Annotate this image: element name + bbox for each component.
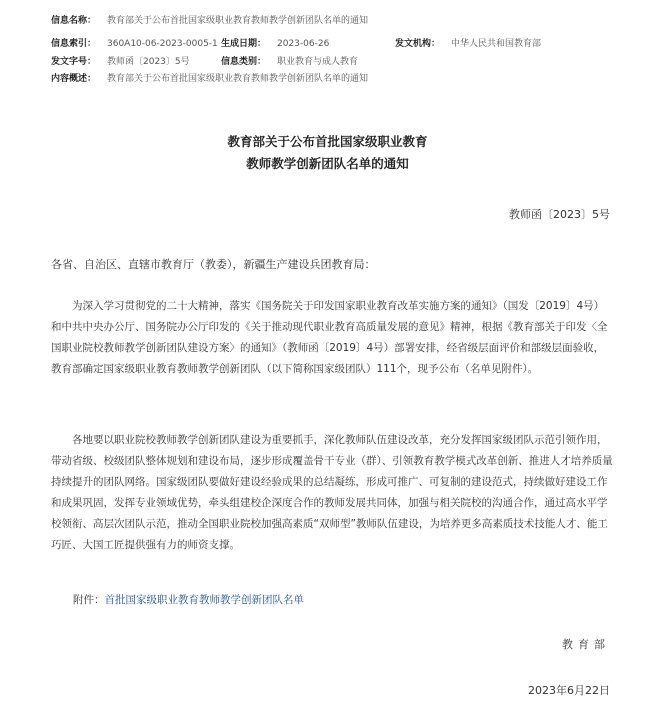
meta-summary-value: 教育部关于公布首批国家级职业教育教师教学创新团队名单的通知	[107, 74, 369, 84]
meta-name-label: 信息名称：	[51, 16, 97, 26]
signature: 教育部	[562, 638, 610, 651]
meta-docnum-label: 发文字号：	[51, 57, 97, 67]
issue-date: 2023年6月22日	[528, 684, 610, 697]
attachment	[73, 592, 304, 607]
meta-docnum-value: 教师函〔2023〕5号	[107, 57, 190, 67]
meta-category-value: 职业教育与成人教育	[277, 57, 359, 67]
page-title-line2: 教师教学创新团队名单的通知	[246, 156, 409, 171]
meta-index-value: 360A10-06-2023-0005-1	[107, 39, 218, 49]
meta-agency-value: 中华人民共和国教育部	[451, 39, 542, 49]
meta-name-value: 教育部关于公布首批国家级职业教育教师教学创新团队名单的通知	[107, 16, 369, 26]
meta-category-label: 信息类别：	[221, 57, 267, 67]
addressee: 各省、自治区、直辖市教育厅（教委），新疆生产建设兵团教育局：	[51, 258, 376, 271]
page-title-line1: 教育部关于公布首批国家级职业教育	[227, 134, 428, 149]
body-paragraph-2: 各地要以职业院校教师教学创新团队建设为重要抓手，深化教师队伍建设改革，充分发挥国家级团队示范引领作用，带动省级、校级团队整体规划和建设布局，逐步形成覆盖骨干专业（群）、引领教育教学模式改革创新、推进人才培养质量持续提升的团队网络。国家级团队要做好建设经验成果的总结凝练，形成可推广、可复制的建设范式，持续做好建设工作和成果巩固，发挥专业领域优势，牵头组建校企深度合作的教师发展共同体，加强与相关院校的沟通合作，通过高水平学校领衔、高层次团队示范，推动全国职业院校加强高素质“双师型”教师队伍建设，为培养更多高素质技术技能人才、能工巧匠、大国工匠提供强有力的师资支撑。	[51, 434, 613, 551]
attachment-link[interactable]: 首批国家级职业教育教师教学创新团队名单	[104, 594, 304, 606]
attachment-label: 附件：	[73, 594, 105, 606]
body-paragraph-1: 为深入学习贯彻党的二十大精神，落实《国务院关于印发国家职业教育改革实施方案的通知》（国发〔2019〕4号）和中共中央办公厅、国务院办公厅印发的《关于推动现代职业教育高质量发展的意见》精神，根据《教育部关于印发〈全国职业院校教师教学创新团队建设方案〉的通知》（教师函〔2019〕4号）部署安排，经省级层面评价和部级层面验收，教育部确定国家级职业教育教师教学创新团队（以下简称国家级团队）111个，现予公布（名单见附件）。	[51, 300, 608, 375]
meta-date-value: 2023-06-26	[277, 39, 330, 49]
meta-summary-label: 内容概述：	[51, 74, 97, 84]
meta-date-label: 生成日期：	[221, 39, 267, 49]
document-number: 教师函〔2023〕5号	[509, 208, 610, 221]
meta-agency-label: 发文机构：	[395, 39, 441, 49]
meta-index-label: 信息索引：	[51, 39, 97, 49]
